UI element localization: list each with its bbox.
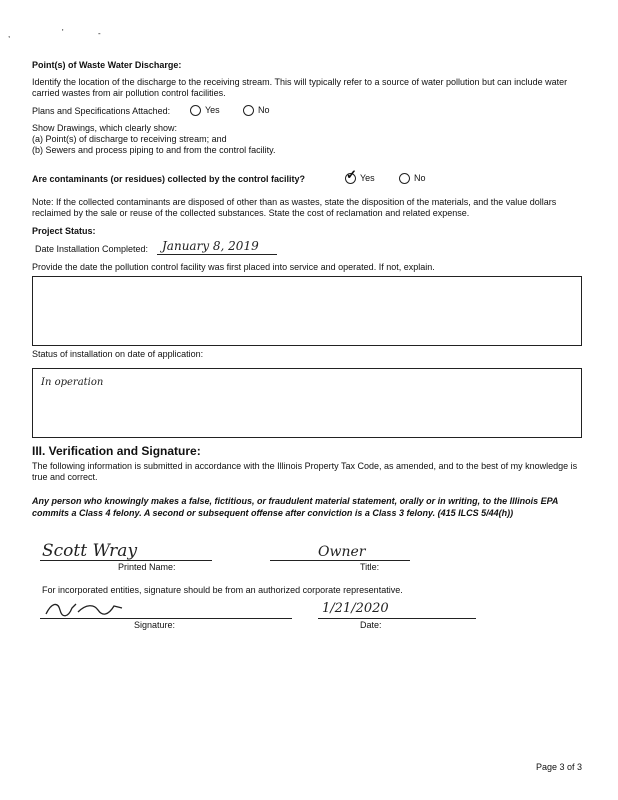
drawings-label: Show Drawings, which clearly show: (32, 123, 178, 133)
sign-date-line (318, 618, 476, 619)
title-label: Title: (360, 562, 380, 572)
date-completed-line (157, 254, 277, 255)
status-label: Status of installation on date of application: (32, 349, 204, 359)
signature-line[interactable] (40, 618, 292, 619)
contaminants-question: Are contaminants (or residues) collected by the control facility? (32, 174, 306, 184)
drawings-item-b: (b) Sewers and process piping to and from the control facility. (32, 145, 276, 155)
contaminants-no-radio[interactable] (399, 173, 410, 184)
signature-mark (42, 598, 132, 620)
verification-statement: The following information is submitted in accordance with the Illinois Property Tax Code, as amended, and to the best of my knowledge is true and correct. (32, 461, 578, 482)
verification-heading: III. Verification and Signature: (32, 444, 201, 458)
discharge-instruction: Identify the location of the discharge to the receiving stream. This will typically refer to a source of water pollution but can include water carried wastes from air pollution control facilities. (32, 77, 568, 98)
sign-date-label: Date: (360, 620, 382, 630)
discharge-heading: Point(s) of Waste Water Discharge: (32, 60, 182, 70)
printed-name-line (40, 560, 212, 561)
printed-name-label: Printed Name: (118, 562, 176, 572)
drawings-item-a: (a) Point(s) of discharge to receiving stream; and (32, 134, 227, 144)
contaminants-no-label: No (414, 173, 426, 183)
scan-mark: - (98, 29, 101, 38)
felony-warning: Any person who knowingly makes a false, fictitious, or fraudulent material statement, orally or in writing, to the Illinois EPA commits a Class 4 felony. A second or subsequent offense after conviction is a Class 3 felony. (415 ILCS 5/44(h)) (32, 496, 559, 518)
project-status-heading: Project Status: (32, 226, 96, 236)
printed-name-value[interactable]: Scott Wray (42, 541, 138, 561)
plans-no-option[interactable] (243, 105, 270, 116)
scan-mark: , (8, 30, 11, 39)
provide-date-text: Provide the date the pollution control facility was first placed into service and operated. If not, explain. (32, 262, 435, 272)
incorporated-note: For incorporated entities, signature should be from an authorized corporate representative. (42, 585, 403, 595)
plans-yes-label: Yes (205, 105, 220, 115)
plans-label: Plans and Specifications Attached: (32, 106, 171, 116)
contaminants-yes-label: Yes (360, 173, 375, 183)
page-number: Page 3 of 3 (536, 762, 583, 772)
status-textarea[interactable] (32, 368, 582, 438)
contaminants-note: Note: If the collected contaminants are disposed of other than as wastes, state the disposition of the materials, and the value dollars reclaimed by the sale or reuse of the collected substances. State the cost of reclamation and related expense. (32, 197, 557, 218)
sign-date-value[interactable]: 1/21/2020 (322, 601, 389, 616)
explain-textarea[interactable] (32, 276, 582, 346)
signature-label: Signature: (134, 620, 176, 630)
status-value: In operation (41, 377, 104, 388)
plans-no-radio[interactable] (243, 105, 254, 116)
date-completed-label: Date Installation Completed: (35, 244, 149, 254)
plans-yes-option[interactable] (190, 105, 220, 116)
title-value[interactable]: Owner (318, 544, 366, 560)
plans-no-label: No (258, 105, 270, 115)
title-line (270, 560, 410, 561)
check-mark-icon: ✓ (346, 167, 357, 182)
contaminants-no-option[interactable] (399, 173, 426, 184)
date-completed-value[interactable]: January 8, 2019 (162, 239, 259, 253)
scan-mark: ' (62, 28, 64, 37)
plans-yes-radio[interactable] (190, 105, 201, 116)
